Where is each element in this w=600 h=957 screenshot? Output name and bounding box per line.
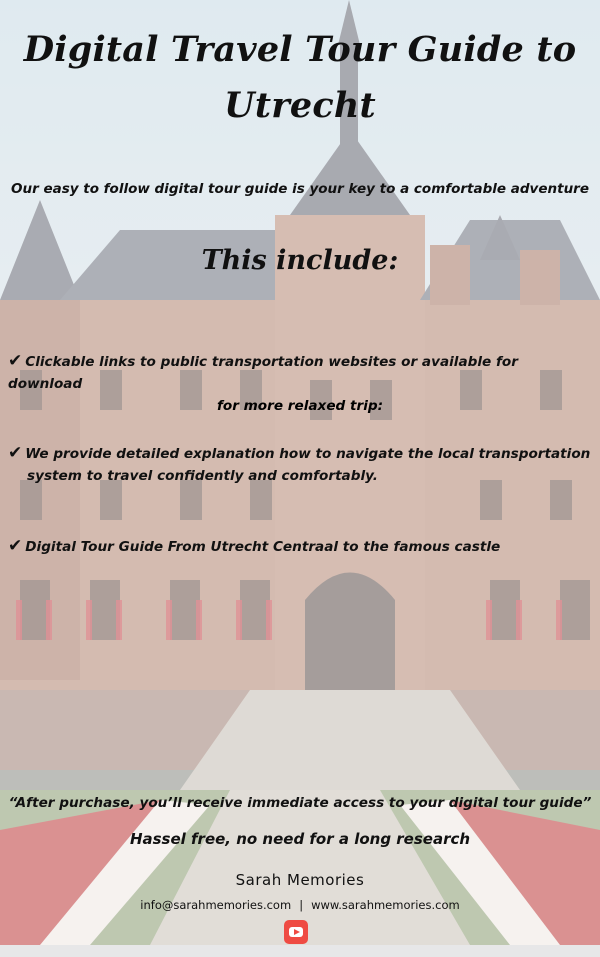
email-link[interactable]: info@sarahmemories.com: [140, 898, 292, 912]
website-link[interactable]: www.sarahmemories.com: [311, 898, 460, 912]
include-item-text: Digital Tour Guide From Utrecht Centraal to the famous castle: [25, 539, 501, 555]
checkmark-icon: ✔: [8, 443, 23, 463]
page-title: [0, 22, 600, 134]
include-item-transport-links: [8, 350, 594, 395]
tagline: Hassel free, no need for a long research: [129, 830, 471, 848]
include-item-text-continued: for more relaxed trip:: [216, 398, 384, 414]
youtube-icon[interactable]: [284, 920, 308, 944]
title-line-2: Utrecht: [224, 85, 376, 126]
title-line-1: Digital Travel Tour Guide to: [23, 29, 577, 70]
include-item-text: We provide detailed explanation how to navigate the local transportation: [25, 446, 591, 462]
purchase-quote: “After purchase, you’ll receive immediate access to your digital tour guide”: [8, 795, 592, 811]
page-bottom-strip: [0, 945, 600, 957]
subtitle: Our easy to follow digital tour guide is your key to a comfortable adventure: [11, 181, 589, 197]
brand-name: Sarah Memories: [235, 871, 365, 889]
includes-heading: This include:: [201, 245, 399, 276]
include-item-navigation-explanation: [8, 442, 594, 487]
include-item-castle-route: [8, 535, 594, 558]
separator: |: [299, 898, 304, 912]
checkmark-icon: ✔: [8, 536, 23, 556]
contact-line: [0, 898, 600, 912]
include-item-text: Clickable links to public transportation websites or available for download: [8, 354, 518, 392]
include-item-text-continued: system to travel confidently and comfortably.: [27, 468, 378, 484]
checkmark-icon: ✔: [8, 351, 23, 371]
